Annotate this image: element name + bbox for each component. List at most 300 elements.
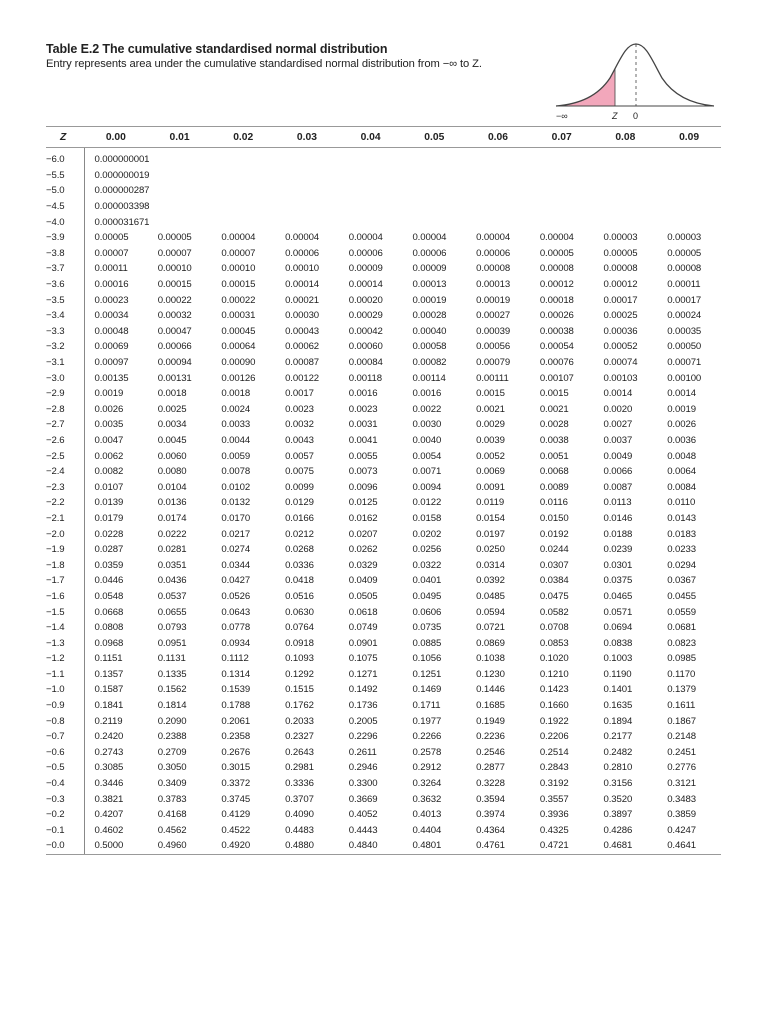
probability-cell: 0.0096 [348,481,378,493]
probability-cell [211,148,275,168]
probability-cell: 0.1423 [539,684,569,696]
probability-cell: 0.0314 [476,559,505,571]
probability-cell: 0.1075 [348,653,378,665]
probability-cell: 0.00069 [94,341,129,353]
probability-cell: 0.0125 [348,497,378,509]
probability-cell: 0.0212 [285,528,314,540]
probability-cell: 0.4880 [275,838,339,854]
zero-label: 0 [633,111,639,121]
probability-cell: 0.00009 [348,263,383,275]
probability-cell: 0.00007 [221,247,256,259]
probability-cell: 0.3897 [603,809,633,821]
probability-cell: 0.1711 [412,700,441,712]
probability-cell: 0.1379 [667,684,696,696]
table-row [46,589,721,605]
probability-cell: 0.4207 [94,809,124,821]
probability-cell: 0.0183 [667,528,696,540]
table-row [46,308,721,324]
z-value-cell: −0.0 [46,838,84,854]
probability-cell: 0.0918 [285,637,314,649]
probability-cell: 0.0823 [667,637,696,649]
probability-cell [530,168,594,184]
probability-cell: 0.0016 [348,388,378,400]
probability-cell: 0.0505 [348,590,378,602]
probability-cell: 0.0436 [157,575,187,587]
probability-cell: 0.0018 [221,388,251,400]
probability-cell: 0.2005 [348,715,378,727]
probability-cell: 0.00004 [412,232,447,244]
probability-cell: 0.0015 [539,388,569,400]
probability-cell: 0.0091 [476,481,505,493]
z-value-cell: −3.7 [46,261,84,277]
table-row [46,246,721,262]
probability-cell [657,168,721,184]
probability-cell [275,168,339,184]
probability-cell: 0.1093 [285,653,314,665]
col-header: 0.04 [339,127,403,148]
probability-cell: 0.0017 [285,388,314,400]
probability-cell: 0.1401 [603,684,633,696]
probability-cell: 0.00097 [94,357,129,369]
probability-cell: 0.0808 [94,622,124,634]
probability-cell: 0.0038 [539,434,569,446]
probability-cell: 0.00007 [94,247,129,259]
probability-cell: 0.00025 [603,310,638,322]
probability-cell: 0.2709 [157,746,187,758]
probability-cell: 0.00042 [348,325,383,337]
z-value-cell: −3.0 [46,370,84,386]
table-row [46,823,721,839]
probability-cell: 0.2388 [157,731,187,743]
probability-cell [339,199,403,215]
probability-cell: 0.0064 [667,466,696,478]
probability-cell: 0.0022 [412,403,442,415]
probability-cell: 0.0256 [412,544,442,556]
probability-cell: 0.00126 [221,372,256,384]
probability-cell: 0.00021 [285,294,320,306]
probability-cell: 0.0107 [94,481,124,493]
probability-cell: 0.00052 [603,341,638,353]
probability-cell: 0.0418 [285,575,314,587]
probability-cell: 0.1170 [667,668,696,680]
probability-cell: 0.2327 [285,731,314,743]
probability-cell: 0.00038 [539,325,574,337]
probability-cell: 0.0029 [476,419,505,431]
probability-cell: 0.3085 [94,762,124,774]
probability-cell: 0.1977 [412,715,442,727]
probability-cell: 0.4840 [339,838,403,854]
probability-cell: 0.00074 [603,357,638,369]
probability-cell: 0.00035 [667,325,702,337]
z-value-cell: −3.3 [46,324,84,340]
probability-cell [657,148,721,168]
probability-cell: 0.00062 [285,341,320,353]
probability-cell: 0.1611 [667,700,696,712]
probability-cell: 0.0367 [667,575,696,587]
z-value-cell: −0.6 [46,745,84,761]
probability-cell [657,199,721,215]
probability-cell: 0.00006 [412,247,447,259]
probability-cell: 0.0089 [539,481,569,493]
probability-cell: 0.3409 [157,778,187,790]
probability-cell [211,199,275,215]
probability-cell: 0.0023 [348,403,378,415]
probability-cell: 0.00039 [476,325,511,337]
table-row [46,807,721,823]
probability-cell: 0.0322 [412,559,442,571]
probability-cell: 0.0174 [157,512,187,524]
probability-cell: 0.0968 [94,637,124,649]
table-row [46,542,721,558]
probability-cell: 0.1314 [221,668,251,680]
probability-cell: 0.00047 [157,325,192,337]
z-value-cell: −1.6 [46,589,84,605]
probability-cell: 0.00100 [667,372,702,384]
z-value-cell: −0.8 [46,713,84,729]
z-value-cell: −2.6 [46,433,84,449]
probability-cell: 0.0025 [157,403,187,415]
normal-distribution-table [46,126,721,855]
probability-cell: 0.0495 [412,590,442,602]
probability-cell: 0.4325 [539,824,569,836]
probability-cell: 0.0104 [157,481,187,493]
table-row [46,682,721,698]
table-row [46,698,721,714]
probability-cell: 0.2743 [94,746,124,758]
probability-cell: 0.00082 [412,357,447,369]
column-header-row [46,127,721,148]
probability-cell: 0.2236 [476,731,505,743]
probability-cell: 0.00029 [348,310,383,322]
z-value-cell: −3.1 [46,355,84,371]
table-row [46,168,721,184]
probability-cell: 0.0162 [348,512,378,524]
probability-cell: 0.2676 [221,746,251,758]
probability-cell: 0.00004 [221,232,256,244]
probability-cell: 0.4364 [476,824,505,836]
probability-cell: 0.00004 [476,232,511,244]
probability-cell: 0.0166 [285,512,314,524]
table-row [46,386,721,402]
probability-cell: 0.2033 [285,715,314,727]
probability-cell: 0.00014 [285,279,320,291]
probability-cell: 0.3336 [285,778,314,790]
col-header: 0.01 [148,127,212,148]
probability-cell: 0.0749 [348,622,378,634]
probability-cell: 0.0559 [667,606,696,618]
probability-cell: 0.0885 [412,637,442,649]
probability-cell: 0.1469 [412,684,442,696]
z-value-cell: −1.0 [46,682,84,698]
probability-cell [402,183,466,199]
probability-cell: 0.2578 [412,746,442,758]
probability-cell: 0.2119 [94,715,123,727]
col-header: 0.03 [275,127,339,148]
probability-cell: 0.3156 [603,778,633,790]
probability-cell: 0.0068 [539,466,569,478]
table-row [46,495,721,511]
z-value-cell: −0.4 [46,776,84,792]
probability-cell: 0.000031671 [94,216,150,228]
z-value-cell: −1.4 [46,620,84,636]
probability-cell: 0.0014 [603,388,633,400]
probability-cell: 0.0018 [157,388,187,400]
z-value-cell: −1.3 [46,635,84,651]
table-row [46,776,721,792]
table-header [46,42,566,70]
probability-cell [339,183,403,199]
z-value-cell: −2.4 [46,464,84,480]
probability-cell: 0.1271 [348,668,378,680]
probability-cell: 0.0427 [221,575,251,587]
probability-cell: 0.4960 [148,838,212,854]
probability-cell: 0.0028 [539,419,569,431]
probability-cell: 0.0571 [603,606,633,618]
probability-cell [402,168,466,184]
probability-cell: 0.00011 [94,263,128,275]
probability-cell: 0.3632 [412,793,442,805]
probability-cell: 0.00010 [285,263,320,275]
probability-cell [211,183,275,199]
probability-cell: 0.00032 [157,310,192,322]
probability-cell [402,199,466,215]
probability-cell: 0.0778 [221,622,251,634]
probability-cell: 0.00005 [667,247,702,259]
col-header: 0.00 [84,127,148,148]
probability-cell: 0.0032 [285,419,314,431]
probability-cell [402,148,466,168]
z-value-cell: −1.8 [46,557,84,573]
probability-cell: 0.00058 [412,341,447,353]
probability-cell: 0.0228 [94,528,124,540]
probability-cell: 0.3707 [285,793,314,805]
probability-cell: 0.0207 [348,528,378,540]
probability-cell: 0.0853 [539,637,569,649]
probability-cell: 0.00028 [412,310,447,322]
probability-cell: 0.0048 [667,450,696,462]
probability-cell: 0.0239 [603,544,633,556]
probability-cell: 0.00014 [348,279,383,291]
probability-cell: 0.00019 [412,294,447,306]
probability-cell [594,214,658,230]
probability-cell: 0.1003 [603,653,633,665]
probability-cell: 0.0099 [285,481,314,493]
probability-cell: 0.4602 [94,824,124,836]
probability-cell: 0.0630 [285,606,314,618]
probability-cell: 0.0047 [94,434,124,446]
probability-cell: 0.00050 [667,341,702,353]
probability-cell: 0.0021 [539,403,569,415]
table-row [46,433,721,449]
probability-cell [530,183,594,199]
probability-cell: 0.00079 [476,357,511,369]
probability-cell: 0.0055 [348,450,378,462]
probability-cell: 0.3557 [539,793,569,805]
probability-cell: 0.2061 [221,715,251,727]
col-header-z: Z [46,127,84,148]
probability-cell: 0.0951 [157,637,187,649]
probability-cell [530,199,594,215]
probability-cell: 0.000000019 [94,169,150,181]
probability-cell [594,199,658,215]
probability-cell: 0.3300 [348,778,378,790]
probability-cell: 0.4920 [211,838,275,854]
probability-cell: 0.1660 [539,700,569,712]
probability-cell: 0.1867 [667,715,696,727]
probability-cell: 0.00048 [94,325,129,337]
table-row [46,370,721,386]
probability-cell [466,183,530,199]
probability-cell: 0.5000 [84,838,148,854]
table-row [46,745,721,761]
probability-cell: 0.00023 [94,294,129,306]
probability-cell: 0.0336 [285,559,314,571]
probability-cell: 0.4286 [603,824,633,836]
probability-cell: 0.0071 [412,466,442,478]
probability-cell: 0.3520 [603,793,633,805]
probability-cell: 0.0078 [221,466,251,478]
probability-cell: 0.4522 [221,824,251,836]
probability-cell: 0.0051 [539,450,569,462]
probability-cell: 0.4090 [285,809,314,821]
col-header: 0.09 [657,127,721,148]
probability-cell: 0.0465 [603,590,633,602]
table-row [46,402,721,418]
probability-cell [339,168,403,184]
probability-cell: 0.0217 [221,528,251,540]
probability-cell: 0.0262 [348,544,378,556]
probability-cell: 0.0116 [539,497,568,509]
probability-cell: 0.000000287 [94,185,150,197]
probability-cell: 0.00122 [285,372,320,384]
probability-cell: 0.1492 [348,684,378,696]
probability-cell: 0.4801 [402,838,466,854]
probability-cell: 0.0136 [157,497,187,509]
probability-cell: 0.00064 [221,341,256,353]
table-row [46,620,721,636]
probability-cell: 0.0934 [221,637,251,649]
probability-cell: 0.0446 [94,575,124,587]
probability-cell: 0.00135 [94,372,129,384]
probability-cell: 0.0643 [221,606,251,618]
col-header: 0.05 [402,127,466,148]
probability-cell: 0.0485 [476,590,505,602]
probability-cell [275,214,339,230]
probability-cell: 0.0026 [94,403,124,415]
probability-cell: 0.4129 [221,809,251,821]
probability-cell [211,168,275,184]
z-value-cell: −0.9 [46,698,84,714]
probability-cell: 0.00071 [667,357,702,369]
probability-cell: 0.3936 [539,809,569,821]
table-row [46,573,721,589]
probability-cell: 0.00007 [157,247,192,259]
probability-cell [594,168,658,184]
probability-cell: 0.1814 [157,700,187,712]
probability-cell [466,148,530,168]
probability-cell: 0.0158 [412,512,442,524]
table-row [46,729,721,745]
probability-cell: 0.1112 [221,653,249,665]
probability-cell: 0.00010 [221,263,256,275]
probability-cell: 0.3372 [221,778,251,790]
probability-cell: 0.4483 [285,824,314,836]
probability-cell: 0.00090 [221,357,256,369]
probability-cell: 0.0102 [221,481,251,493]
probability-cell [657,183,721,199]
z-value-cell: −4.5 [46,199,84,215]
probability-cell: 0.0132 [221,497,251,509]
probability-cell: 0.0129 [285,497,314,509]
probability-cell: 0.4168 [157,809,187,821]
probability-cell: 0.3783 [157,793,187,805]
probability-cell: 0.0041 [348,434,378,446]
z-value-cell: −2.0 [46,526,84,542]
z-value-cell: −5.0 [46,183,84,199]
z-value-cell: −5.5 [46,168,84,184]
probability-cell: 0.0024 [221,403,251,415]
normal-curve-line [556,44,714,106]
probability-cell: 0.1949 [476,715,505,727]
probability-cell: 0.0793 [157,622,187,634]
probability-cell: 0.00012 [539,279,574,291]
probability-cell: 0.1151 [94,653,123,665]
probability-cell: 0.0244 [539,544,569,556]
probability-cell: 0.00004 [285,232,320,244]
table-row [46,526,721,542]
probability-cell: 0.0027 [603,419,633,431]
probability-cell: 0.0060 [157,450,187,462]
probability-cell: 0.00018 [539,294,574,306]
probability-cell [148,148,212,168]
probability-cell: 0.0526 [221,590,251,602]
probability-cell: 0.00013 [476,279,511,291]
probability-cell: 0.3483 [667,793,696,805]
probability-cell: 0.00131 [157,372,192,384]
probability-cell: 0.0359 [94,559,124,571]
probability-cell: 0.3594 [476,793,505,805]
probability-cell: 0.0021 [476,403,505,415]
probability-cell: 0.3192 [539,778,569,790]
z-value-cell: −0.2 [46,807,84,823]
probability-cell: 0.0838 [603,637,633,649]
probability-cell: 0.0154 [476,512,505,524]
probability-cell: 0.0036 [667,434,696,446]
z-value-cell: −3.8 [46,246,84,262]
probability-cell: 0.00024 [667,310,702,322]
probability-cell: 0.0062 [94,450,124,462]
probability-cell: 0.3446 [94,778,124,790]
probability-cell: 0.00017 [667,294,702,306]
probability-cell: 0.4641 [657,838,721,854]
probability-cell: 0.1292 [285,668,314,680]
probability-cell: 0.3264 [412,778,442,790]
probability-cell [148,199,212,215]
probability-cell: 0.2177 [603,731,633,743]
probability-cell: 0.0681 [667,622,696,634]
z-value-cell: −0.5 [46,760,84,776]
table-row [46,417,721,433]
probability-cell: 0.0250 [476,544,505,556]
probability-cell: 0.0054 [412,450,442,462]
probability-cell: 0.00084 [348,357,383,369]
probability-cell: 0.1841 [94,700,124,712]
probability-cell: 0.0351 [157,559,187,571]
z-value-cell: −4.0 [46,214,84,230]
probability-cell: 0.00030 [285,310,320,322]
probability-cell [530,214,594,230]
probability-cell: 0.0233 [667,544,696,556]
